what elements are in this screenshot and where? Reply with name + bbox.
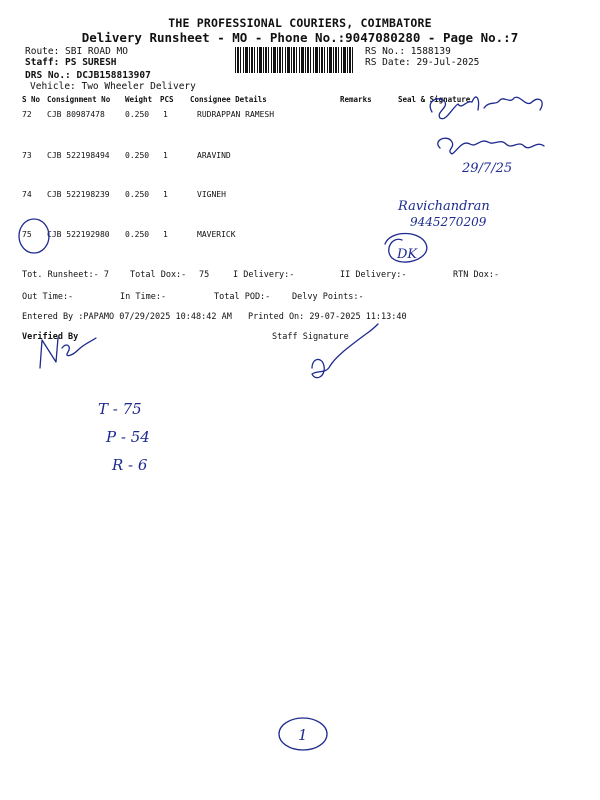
row-consignment: CJB 80987478 bbox=[47, 110, 105, 119]
company-name: THE PROFESSIONAL COURIERS, COIMBATORE bbox=[168, 16, 432, 30]
runsheet-title: Delivery Runsheet - MO - Phone No.:9047080280 - Page No.:7 bbox=[81, 30, 519, 45]
row-weight: 0.250 bbox=[125, 230, 150, 239]
row-weight: 0.250 bbox=[125, 190, 150, 199]
row-pcs: 1 bbox=[163, 230, 168, 239]
staff-signature-label: Staff Signature bbox=[272, 332, 349, 342]
verified-signature bbox=[40, 338, 96, 368]
printed-on: Printed On: 29-07-2025 11:13:40 bbox=[248, 312, 407, 322]
verified-by-label: Verified By bbox=[22, 332, 79, 342]
ii-delivery: II Delivery:- bbox=[340, 270, 407, 280]
rs-number: RS No.: 1588139 bbox=[365, 46, 451, 57]
row-consignee: VIGNEH bbox=[197, 190, 226, 199]
row-consignee: MAVERICK bbox=[197, 230, 236, 239]
col-header-seal-signature: Seal & Signature bbox=[398, 95, 471, 104]
handwritten-initials-75: DK bbox=[397, 247, 418, 262]
row-pcs: 1 bbox=[163, 110, 168, 119]
signature-row-73 bbox=[438, 138, 544, 154]
total-dox-label: Total Dox:- bbox=[130, 270, 187, 280]
delvy-points: Delvy Points:- bbox=[292, 292, 364, 302]
total-pod: Total POD:- bbox=[214, 292, 271, 302]
entered-by: Entered By :PAPAMO 07/29/2025 10:48:42 AM bbox=[22, 312, 232, 322]
handwritten-phone-74: 9445270209 bbox=[410, 215, 487, 229]
col-header-consignee: Consignee Details bbox=[190, 95, 267, 104]
col-header-consignment: Consignment No bbox=[47, 95, 111, 104]
rs-date: RS Date: 29-Jul-2025 bbox=[365, 57, 480, 68]
tally-line-p: P - 54 bbox=[106, 428, 150, 446]
col-header-remarks: Remarks bbox=[340, 95, 372, 104]
out-time: Out Time:- bbox=[22, 292, 74, 302]
row-consignment: CJB 522198494 bbox=[47, 151, 110, 160]
staff-signature-mark bbox=[312, 324, 378, 378]
signature-row-72 bbox=[430, 97, 542, 119]
row-pcs: 1 bbox=[163, 151, 168, 160]
in-time: In Time:- bbox=[120, 292, 167, 302]
col-header-sno: S No bbox=[22, 95, 41, 104]
handwritten-date: 29/7/25 bbox=[462, 161, 513, 176]
i-delivery: I Delivery:- bbox=[233, 270, 295, 280]
bottom-circled-number: 1 bbox=[298, 726, 308, 744]
row-sno: 74 bbox=[22, 190, 32, 199]
row-sno: 73 bbox=[22, 151, 32, 160]
tally-line-t: T - 75 bbox=[98, 400, 142, 418]
row-sno: 75 bbox=[22, 230, 32, 239]
row-weight: 0.250 bbox=[125, 151, 150, 160]
row-consignee: ARAVIND bbox=[197, 151, 231, 160]
circle-mark-75 bbox=[19, 219, 49, 253]
total-dox-value: 75 bbox=[199, 270, 210, 280]
route-label: Route: SBI ROAD MO bbox=[25, 46, 128, 57]
drs-number: DRS No.: DCJB158813907 bbox=[25, 70, 151, 81]
row-pcs: 1 bbox=[163, 190, 168, 199]
row-consignment: CJB 522192980 bbox=[47, 230, 110, 239]
col-header-weight: Weight bbox=[125, 95, 153, 104]
row-consignee: RUDRAPPAN RAMESH bbox=[197, 110, 275, 119]
tally-line-r: R - 6 bbox=[112, 456, 148, 474]
row-weight: 0.250 bbox=[125, 110, 150, 119]
row-consignment: CJB 522198239 bbox=[47, 190, 110, 199]
tot-runsheet: Tot. Runsheet:- 7 bbox=[22, 270, 109, 280]
rtn-dox: RTN Dox:- bbox=[453, 270, 500, 280]
vehicle-label: Vehicle: Two Wheeler Delivery bbox=[30, 81, 196, 92]
handwritten-signature-74: Ravichandran bbox=[398, 199, 490, 214]
col-header-pcs: PCS bbox=[160, 95, 174, 104]
row-sno: 72 bbox=[22, 110, 32, 119]
staff-label: Staff: PS SURESH bbox=[25, 57, 117, 68]
